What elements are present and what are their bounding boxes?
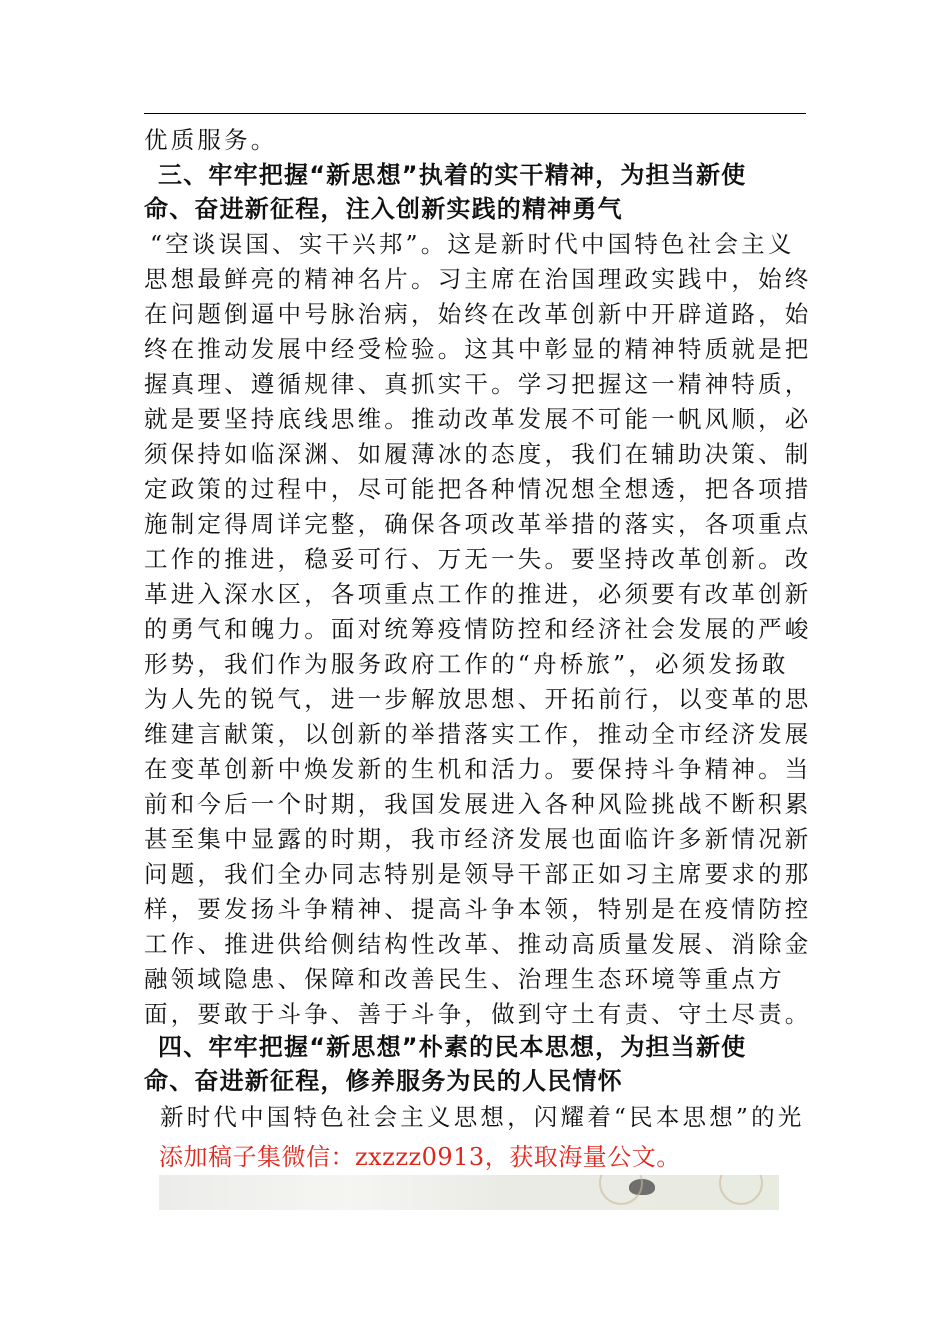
section-heading-3-cont: 命、奋进新征程，注入创新实践的精神勇气 xyxy=(144,195,623,223)
paragraph-line: 优质服务。 xyxy=(144,126,278,154)
paragraph-line: 甚至集中显露的时期，我市经济发展也面临许多新情况新 xyxy=(144,825,812,853)
paragraph-line: 面，要敢于斗争、善于斗争，做到守土有责、守土尽责。 xyxy=(144,1000,812,1028)
paragraph-line: 为人先的锐气，进一步解放思想、开拓前行，以变革的思 xyxy=(144,685,812,713)
paragraph-line: 工作的推进，稳妥可行、万无一失。要坚持改革创新。改 xyxy=(144,545,812,573)
paragraph-line: 的勇气和魄力。面对统筹疫情防控和经济社会发展的严峻 xyxy=(144,615,812,643)
paragraph-line: 问题，我们全办同志特别是领导干部正如习主席要求的那 xyxy=(144,860,812,888)
paragraph-line: 革进入深水区，各项重点工作的推进，必须要有改革创新 xyxy=(144,580,812,608)
section-heading-3: 三、牢牢把握“新思想”执着的实干精神，为担当新使 xyxy=(158,161,747,189)
paragraph-line: 维建言献策，以创新的举措落实工作，推动全市经济发展 xyxy=(144,720,812,748)
paragraph-line: 新时代中国特色社会主义思想，闪耀着“民本思想”的光 xyxy=(160,1103,805,1131)
banner-decoration xyxy=(599,1175,643,1205)
paragraph-line: 前和今后一个时期，我国发展进入各种风险挑战不断积累 xyxy=(144,790,812,818)
banner-decoration xyxy=(719,1175,763,1205)
paragraph-line: 思想最鲜亮的精神名片。习主席在治国理政实践中，始终 xyxy=(144,265,812,293)
paragraph-line: 形势，我们作为服务政府工作的“舟桥旅”，必须发扬敢 xyxy=(144,650,789,678)
section-heading-4-cont: 命、奋进新征程，修养服务为民的人民情怀 xyxy=(144,1067,623,1095)
paragraph-line: 样，要发扬斗争精神、提高斗争本领，特别是在疫情防控 xyxy=(144,895,812,923)
paragraph-line: 就是要坚持底线思维。推动改革发展不可能一帆风顺，必 xyxy=(144,405,812,433)
paragraph-line: 在变革创新中焕发新的生机和活力。要保持斗争精神。当 xyxy=(144,755,812,783)
paragraph-line: 握真理、遵循规律、真抓实干。学习把握这一精神特质， xyxy=(144,370,812,398)
banner-image xyxy=(159,1175,779,1210)
section-heading-4: 四、牢牢把握“新思想”朴素的民本思想，为担当新使 xyxy=(158,1033,747,1061)
paragraph-line: 定政策的过程中，尽可能把各种情况想全想透，把各项措 xyxy=(144,475,812,503)
paragraph-line: 须保持如临深渊、如履薄冰的态度，我们在辅助决策、制 xyxy=(144,440,812,468)
paragraph-line: 融领域隐患、保障和改善民生、治理生态环境等重点方 xyxy=(144,965,785,993)
paragraph-line: 终在推动发展中经受检验。这其中彰显的精神特质就是把 xyxy=(144,335,812,363)
paragraph-line: 施制定得周详完整，确保各项改革举措的落实，各项重点 xyxy=(144,510,812,538)
paragraph-line: 工作、推进供给侧结构性改革、推动高质量发展、消除金 xyxy=(144,930,812,958)
promo-text: 添加稿子集微信：zxzzz0913，获取海量公文。 xyxy=(159,1143,681,1171)
paragraph-line: 在问题倒逼中号脉治病，始终在改革创新中开辟道路，始 xyxy=(144,300,812,328)
paragraph-line: “空谈误国、实干兴邦”。这是新时代中国特色社会主义 xyxy=(150,230,795,258)
header-rule xyxy=(144,113,806,114)
